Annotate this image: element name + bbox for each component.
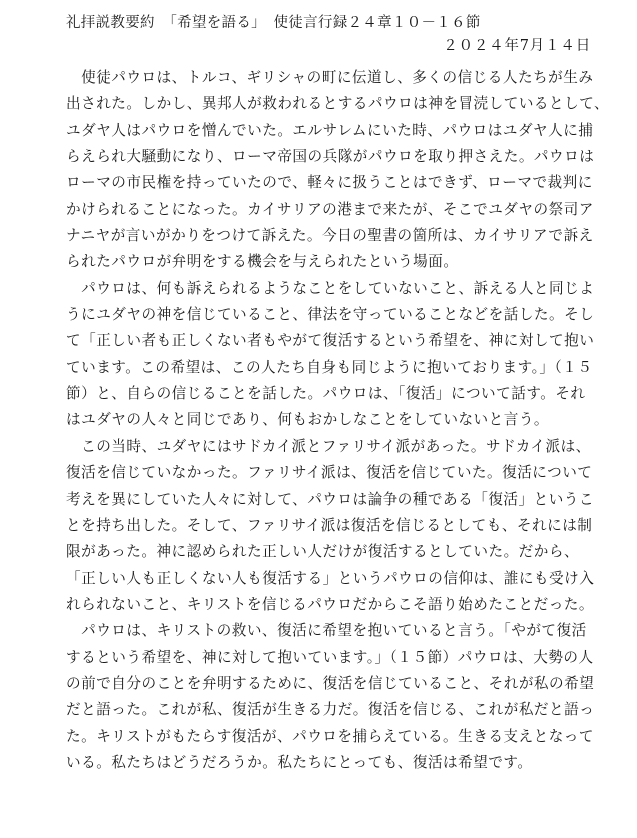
body-text-line: この当時、ユダヤにはサドカイ派とファリサイ派があった。サドカイ派は、 [66, 437, 591, 455]
body-text-line: ローマの市民権を持っていたので、軽々に扱うことはできず、ローマで裁判に [66, 174, 593, 192]
body-text-line: ています。この希望は、この人たち自身も同じように抱いております。」（１５ [66, 358, 593, 376]
body-text-line: た。キリストがもたらす復活が、パウロを捕らえている。生きる支えとなって [66, 727, 594, 745]
sermon-title: 礼拝説教要約 「希望を語る」 使徒言行録２４章１０－１６節 [66, 15, 481, 31]
body-text-line: ナニヤが言いがかりをつけて訴えた。今日の聖書の箇所は、カイサリアで訴え [66, 227, 594, 245]
body-text-line: れられないこと、キリストを信じるパウロだからこそ語り始めたことだった。 [66, 595, 594, 613]
body-text-line: らえられ大騒動になり、ローマ帝国の兵隊がパウロを取り押さえた。パウロは [66, 148, 595, 166]
body-text-line: 節）と、自らの信じることを話した。パウロは、「復活」について話す。それ [66, 385, 586, 403]
body-text-line: 限があった。神に認められた正しい人だけが復活するとしていた。だから、 [66, 543, 580, 561]
body-text-line: うにユダヤの神を信じていること、律法を守っていることなどを話した。そし [66, 306, 595, 324]
body-text-line: られたパウロが弁明をする機会を与えられたという場面。 [66, 253, 459, 271]
body-text-line: ユダヤ人はパウロを憎んでいた。エルサレムにいた時、パウロはユダヤ人に捕 [66, 121, 594, 139]
body-text-line: 考えを異にしていた人々に対して、パウロは論争の種である「復活」というこ [66, 490, 594, 508]
body-text-line: の前で自分のことを弁明するために、復活を信じていること、それが私の希望 [66, 674, 595, 692]
body-text-line: だと語った。これが私、復活が生きる力だ。復活を信じる、これが私だと語っ [66, 701, 595, 719]
body-text-line: 使徒パウロは、トルコ、ギリシャの町に伝道し、多くの信じる人たちが生み [66, 69, 594, 86]
body-text-line: パウロは、キリストの救い、復活に希望を抱いていると言う。「やがて復活 [66, 622, 587, 640]
body-text-line: 「正しい人も正しくない人も復活する」というパウロの信仰は、誰にも受け入 [66, 569, 595, 587]
body-text-line: するという希望を、神に対して抱いています。」（１５節）パウロは、大勢の人 [66, 648, 594, 666]
body-text-line: て「正しい者も正しくない者もやがて復活するという希望を、神に対して抱い [66, 332, 595, 350]
sermon-date: ２０２４年7月１４日 [443, 38, 591, 54]
body-text-line: いる。私たちはどうだろうか。私たちにとっても、復活は希望です。 [66, 753, 533, 771]
body-text-line: かけられることになった。カイサリアの港まで来たが、そこでユダヤの祭司ア [66, 200, 594, 218]
body-text-line: はユダヤの人々と同じであり、何もおかしなことをしていないと言う。 [66, 411, 550, 429]
body-text-line: 出された。しかし、異邦人が救われるとするパウロは神を冒涜しているとして、 [66, 95, 610, 113]
sermon-body [66, 65, 610, 776]
body-text-line: とを持ち出した。そして、ファリサイ派は復活を信じるとしても、それには制 [66, 516, 593, 534]
body-text-line: 復活を信じていなかった。ファリサイ派は、復活を信じていた。復活について [66, 464, 593, 482]
body-text-line: パウロは、何も訴えられるようなことをしていないこと、訴える人と同じよ [66, 279, 595, 297]
